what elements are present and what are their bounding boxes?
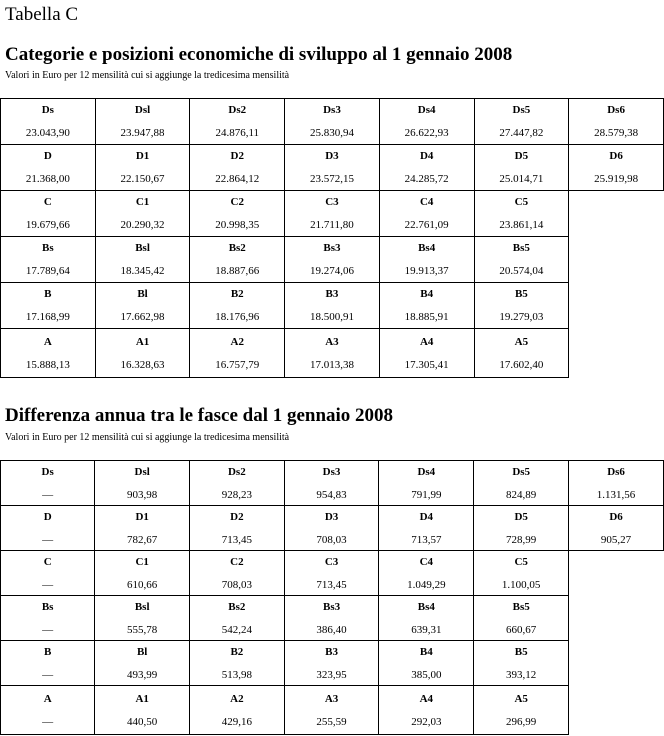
grade-value: 17.602,40 bbox=[499, 358, 544, 371]
grade-cell bbox=[474, 641, 569, 686]
grade-label: Ds5 bbox=[512, 465, 531, 478]
grade-cell bbox=[379, 191, 474, 237]
grade-value: 21.368,00 bbox=[25, 173, 70, 185]
grade-cell bbox=[190, 641, 285, 686]
grade-value: 1.049,29 bbox=[407, 578, 446, 591]
empty-cell bbox=[569, 596, 664, 641]
grade-value: 25.830,94 bbox=[309, 127, 354, 139]
grade-value: 713,45 bbox=[316, 578, 347, 591]
grade-value: 24.285,72 bbox=[404, 173, 449, 185]
grade-label: Bs bbox=[41, 600, 54, 613]
grade-value: 824,89 bbox=[506, 488, 537, 501]
grade-label: A5 bbox=[514, 692, 528, 705]
grade-label: C1 bbox=[135, 555, 149, 568]
grade-label: Ds6 bbox=[607, 104, 625, 116]
grade-label: D bbox=[43, 150, 52, 162]
grade-value: 20.290,32 bbox=[120, 219, 165, 231]
grade-label: Ds6 bbox=[607, 465, 625, 478]
grade-cell bbox=[190, 283, 285, 329]
grade-label: C4 bbox=[419, 196, 434, 208]
grade-cell bbox=[474, 329, 569, 378]
grade-cell bbox=[474, 99, 569, 145]
grade-label: C3 bbox=[324, 555, 339, 568]
grade-value: 713,45 bbox=[221, 533, 252, 546]
grade-cell bbox=[284, 506, 379, 551]
grade-value: 22.150,67 bbox=[120, 173, 165, 185]
grade-label: D4 bbox=[419, 510, 434, 523]
grade-value: — bbox=[42, 623, 54, 636]
grade-cell bbox=[474, 145, 569, 191]
table-row bbox=[1, 283, 664, 329]
table-row bbox=[1, 191, 664, 237]
grade-cell bbox=[1, 145, 96, 191]
table1-title: Categorie e posizioni economiche di sviluppo al 1 gennaio 2008 bbox=[5, 44, 513, 65]
grade-cell bbox=[1, 191, 96, 237]
grade-label: C3 bbox=[325, 196, 339, 208]
grade-cell bbox=[190, 237, 285, 283]
grade-label: D6 bbox=[609, 510, 623, 523]
grade-label: C bbox=[43, 555, 52, 568]
grade-label: Ds5 bbox=[512, 104, 531, 116]
grade-label: B5 bbox=[514, 645, 528, 658]
grade-cell bbox=[474, 686, 569, 735]
grade-value: 19.913,37 bbox=[404, 265, 449, 277]
grade-label: A1 bbox=[135, 692, 149, 705]
grade-value: 393,12 bbox=[506, 668, 537, 681]
grade-label: Bs4 bbox=[418, 242, 436, 254]
table1-note: Valori in Euro per 12 mensilità cui si aggiunge la tredicesima mensilità bbox=[5, 70, 290, 81]
grade-value: 18.500,91 bbox=[309, 311, 354, 323]
grade-value: 18.345,42 bbox=[120, 265, 165, 277]
grade-label: Bs bbox=[42, 242, 54, 254]
grade-value: 17.013,38 bbox=[309, 358, 354, 371]
grade-cell bbox=[1, 329, 96, 378]
grade-value: 542,24 bbox=[221, 623, 252, 636]
grade-label: D6 bbox=[609, 150, 623, 162]
grade-cell bbox=[1, 461, 95, 506]
grade-value: 20.574,04 bbox=[499, 265, 544, 277]
grade-label: A3 bbox=[324, 692, 339, 705]
grade-value: 639,31 bbox=[411, 623, 442, 636]
grade-cell bbox=[95, 99, 190, 145]
grade-cell bbox=[285, 145, 380, 191]
grade-value: 28.579,38 bbox=[594, 127, 639, 139]
empty-cell bbox=[569, 329, 664, 378]
grade-value: — bbox=[42, 578, 54, 591]
grade-cell bbox=[379, 506, 474, 551]
grade-cell bbox=[190, 99, 285, 145]
grade-label: C5 bbox=[514, 555, 528, 568]
grade-cell bbox=[1, 237, 96, 283]
empty-cell bbox=[569, 283, 664, 329]
grade-label: B2 bbox=[230, 288, 244, 300]
grade-cell bbox=[285, 237, 380, 283]
grade-label: Ds2 bbox=[228, 104, 247, 116]
grade-cell bbox=[1, 641, 95, 686]
grade-label: C2 bbox=[230, 196, 244, 208]
grade-label: Ds3 bbox=[322, 465, 341, 478]
grade-label: B2 bbox=[230, 645, 244, 658]
grade-cell bbox=[190, 686, 285, 735]
grade-label: B3 bbox=[325, 288, 339, 300]
document-title: Tabella C bbox=[5, 4, 79, 25]
grade-cell bbox=[1, 99, 96, 145]
grade-value: 16.757,79 bbox=[215, 358, 260, 371]
grade-label: A2 bbox=[230, 335, 244, 348]
grade-label: Dsl bbox=[134, 104, 151, 116]
grade-cell bbox=[379, 145, 474, 191]
grade-cell bbox=[474, 191, 569, 237]
grade-value: 17.789,64 bbox=[25, 265, 70, 277]
grade-label: B4 bbox=[420, 288, 434, 300]
grade-value: 17.305,41 bbox=[404, 358, 449, 371]
grade-label: Ds bbox=[41, 104, 54, 116]
grade-value: 24.876,11 bbox=[215, 127, 260, 139]
table-row bbox=[1, 596, 664, 641]
table-row bbox=[1, 237, 664, 283]
difference-table bbox=[0, 460, 664, 735]
grade-value: 22.864,12 bbox=[215, 173, 260, 185]
grade-cell bbox=[379, 596, 474, 641]
grade-cell bbox=[95, 191, 190, 237]
grade-value: 20.998,35 bbox=[215, 219, 260, 231]
grade-cell bbox=[1, 551, 95, 596]
grade-label: D3 bbox=[324, 510, 339, 523]
empty-cell bbox=[569, 641, 664, 686]
grade-cell bbox=[474, 461, 569, 506]
table2-note: Valori in Euro per 12 mensilità cui si aggiunge la tredicesima mensilità bbox=[5, 432, 290, 443]
grade-label: B bbox=[44, 288, 52, 300]
grade-cell bbox=[379, 283, 474, 329]
grade-cell bbox=[190, 461, 285, 506]
grade-value: 19.274,06 bbox=[309, 265, 354, 277]
grade-label: Dsl bbox=[134, 465, 150, 478]
table-row bbox=[1, 145, 664, 191]
grade-value: 660,67 bbox=[506, 623, 537, 636]
grade-value: 18.176,96 bbox=[215, 311, 260, 323]
grade-value: — bbox=[42, 715, 54, 728]
grade-cell bbox=[474, 283, 569, 329]
grade-label: D5 bbox=[514, 510, 528, 523]
grade-value: 323,95 bbox=[316, 668, 347, 681]
grade-cell bbox=[284, 461, 379, 506]
grade-cell bbox=[190, 191, 285, 237]
grade-value: 555,78 bbox=[127, 623, 158, 636]
grade-value: 19.679,66 bbox=[25, 219, 70, 231]
grade-cell bbox=[474, 506, 569, 551]
grade-label: C2 bbox=[230, 555, 244, 568]
grade-value: 255,59 bbox=[316, 715, 347, 728]
grade-value: 1.100,05 bbox=[501, 578, 541, 591]
grade-label: B5 bbox=[514, 288, 528, 300]
grade-label: D2 bbox=[230, 510, 244, 523]
grade-value: 708,03 bbox=[316, 533, 347, 546]
grade-cell bbox=[95, 237, 190, 283]
grade-value: 296,99 bbox=[506, 715, 537, 728]
grade-label: A bbox=[43, 335, 52, 348]
grade-value: 25.919,98 bbox=[594, 173, 639, 185]
grade-value: 16.328,63 bbox=[120, 358, 165, 371]
grade-value: 17.662,98 bbox=[120, 311, 165, 323]
grade-label: A2 bbox=[230, 692, 244, 705]
grade-cell bbox=[95, 461, 190, 506]
grade-cell bbox=[1, 596, 95, 641]
grade-label: D1 bbox=[135, 510, 149, 523]
grade-label: Bs3 bbox=[322, 600, 341, 613]
grade-cell bbox=[1, 283, 96, 329]
grade-cell bbox=[569, 145, 664, 191]
grade-cell bbox=[95, 283, 190, 329]
grade-label: Bsl bbox=[135, 242, 150, 254]
table-row bbox=[1, 641, 664, 686]
grade-value: 25.014,71 bbox=[499, 173, 544, 185]
grade-label: B bbox=[43, 645, 52, 658]
grade-value: 23.947,88 bbox=[120, 127, 165, 139]
grade-value: 18.887,66 bbox=[215, 265, 260, 277]
grade-label: A5 bbox=[514, 335, 529, 348]
grade-label: A4 bbox=[419, 335, 434, 348]
grade-cell bbox=[95, 641, 190, 686]
grade-cell bbox=[569, 461, 664, 506]
grade-label: Bs2 bbox=[228, 242, 246, 254]
grade-value: 21.711,80 bbox=[310, 219, 354, 231]
empty-cell bbox=[569, 551, 664, 596]
grade-cell bbox=[95, 686, 190, 735]
grade-value: 429,16 bbox=[221, 715, 252, 728]
grade-cell bbox=[1, 506, 95, 551]
grade-label: Bs5 bbox=[512, 242, 530, 254]
grade-value: — bbox=[42, 488, 54, 501]
grade-cell bbox=[285, 191, 380, 237]
grade-cell bbox=[379, 237, 474, 283]
grade-cell bbox=[474, 551, 569, 596]
grade-value: 928,23 bbox=[221, 488, 252, 501]
grade-value: 23.572,15 bbox=[309, 173, 354, 185]
grade-value: 27.447,82 bbox=[499, 127, 544, 139]
table-row bbox=[1, 99, 664, 145]
grade-value: — bbox=[42, 668, 54, 681]
grade-label: Bs5 bbox=[512, 600, 530, 613]
grade-label: Bs3 bbox=[323, 242, 341, 254]
grade-cell bbox=[190, 145, 285, 191]
grade-value: 791,99 bbox=[411, 488, 442, 501]
grade-value: 386,40 bbox=[316, 623, 347, 636]
grade-value: 610,66 bbox=[127, 578, 158, 591]
grade-value: 493,99 bbox=[127, 668, 158, 681]
grade-value: 713,57 bbox=[411, 533, 442, 546]
grade-label: D3 bbox=[325, 150, 339, 162]
grade-value: 903,98 bbox=[127, 488, 158, 501]
grade-cell bbox=[284, 641, 379, 686]
grade-cell bbox=[569, 506, 664, 551]
grade-label: B3 bbox=[325, 645, 338, 658]
grade-label: D5 bbox=[514, 150, 529, 162]
grade-cell bbox=[379, 99, 474, 145]
grade-cell bbox=[284, 551, 379, 596]
grade-value: 18.885,91 bbox=[404, 311, 449, 323]
grade-label: A3 bbox=[325, 335, 339, 348]
grade-value: 22.761,09 bbox=[404, 219, 449, 231]
grade-label: Bs4 bbox=[417, 600, 435, 613]
grade-label: A1 bbox=[135, 335, 150, 348]
grade-value: 26.622,93 bbox=[404, 127, 449, 139]
empty-cell bbox=[569, 237, 664, 283]
grade-label: D1 bbox=[135, 150, 150, 162]
grade-cell bbox=[569, 99, 664, 145]
table-row bbox=[1, 551, 664, 596]
grade-label: B4 bbox=[419, 645, 433, 658]
grade-value: 17.168,99 bbox=[25, 311, 70, 323]
grade-value: 954,83 bbox=[316, 488, 347, 501]
grade-cell bbox=[190, 551, 285, 596]
empty-cell bbox=[569, 686, 664, 735]
grade-label: C5 bbox=[514, 196, 529, 208]
grade-label: C4 bbox=[419, 555, 434, 568]
grade-label: A bbox=[43, 692, 52, 705]
grade-cell bbox=[190, 506, 285, 551]
grade-cell bbox=[95, 329, 190, 378]
grade-value: 15.888,13 bbox=[25, 358, 70, 371]
grade-label: Bsl bbox=[134, 600, 150, 613]
grade-value: 292,03 bbox=[411, 715, 442, 728]
grade-cell bbox=[379, 686, 474, 735]
grade-value: 1.131,56 bbox=[596, 488, 636, 501]
grade-cell bbox=[95, 145, 190, 191]
grade-label: Ds bbox=[41, 465, 54, 478]
grade-cell bbox=[284, 686, 379, 735]
grade-value: 782,67 bbox=[127, 533, 158, 546]
salary-table bbox=[0, 98, 664, 378]
grade-cell bbox=[379, 461, 474, 506]
grade-cell bbox=[285, 99, 380, 145]
table2-title: Differenza annua tra le fasce dal 1 gennaio 2008 bbox=[5, 405, 394, 426]
grade-value: 23.043,90 bbox=[25, 127, 70, 139]
grade-cell bbox=[379, 641, 474, 686]
table-row bbox=[1, 686, 664, 735]
grade-value: 19.279,03 bbox=[499, 311, 544, 323]
grade-label: D4 bbox=[419, 150, 434, 162]
grade-value: 440,50 bbox=[127, 715, 158, 728]
grade-cell bbox=[190, 329, 285, 378]
grade-value: 23.861,14 bbox=[499, 219, 544, 231]
grade-cell bbox=[285, 329, 380, 378]
grade-cell bbox=[95, 551, 190, 596]
grade-label: Bs2 bbox=[228, 600, 246, 613]
grade-cell bbox=[190, 596, 285, 641]
grade-value: 385,00 bbox=[411, 668, 442, 681]
grade-cell bbox=[1, 686, 95, 735]
grade-cell bbox=[284, 596, 379, 641]
grade-label: Ds2 bbox=[227, 465, 246, 478]
grade-cell bbox=[95, 596, 190, 641]
grade-label: D bbox=[43, 510, 52, 523]
grade-label: C1 bbox=[135, 196, 150, 208]
grade-label: Ds4 bbox=[417, 104, 436, 116]
table-row bbox=[1, 329, 664, 378]
table-row bbox=[1, 506, 664, 551]
grade-value: 708,03 bbox=[221, 578, 252, 591]
grade-label: Ds4 bbox=[417, 465, 436, 478]
grade-cell bbox=[379, 329, 474, 378]
grade-cell bbox=[379, 551, 474, 596]
table-row bbox=[1, 461, 664, 506]
grade-value: 513,98 bbox=[221, 668, 252, 681]
grade-label: D2 bbox=[230, 150, 244, 162]
grade-cell bbox=[285, 283, 380, 329]
empty-cell bbox=[569, 191, 664, 237]
grade-label: Bl bbox=[137, 288, 148, 300]
grade-label: A4 bbox=[419, 692, 434, 705]
grade-label: C bbox=[43, 196, 52, 208]
grade-value: 728,99 bbox=[506, 533, 537, 546]
grade-value: 905,27 bbox=[600, 533, 632, 546]
grade-label: Ds3 bbox=[323, 104, 341, 116]
grade-cell bbox=[95, 506, 190, 551]
grade-value: — bbox=[42, 533, 54, 546]
grade-cell bbox=[474, 237, 569, 283]
grade-cell bbox=[474, 596, 569, 641]
grade-label: Bl bbox=[136, 645, 148, 658]
